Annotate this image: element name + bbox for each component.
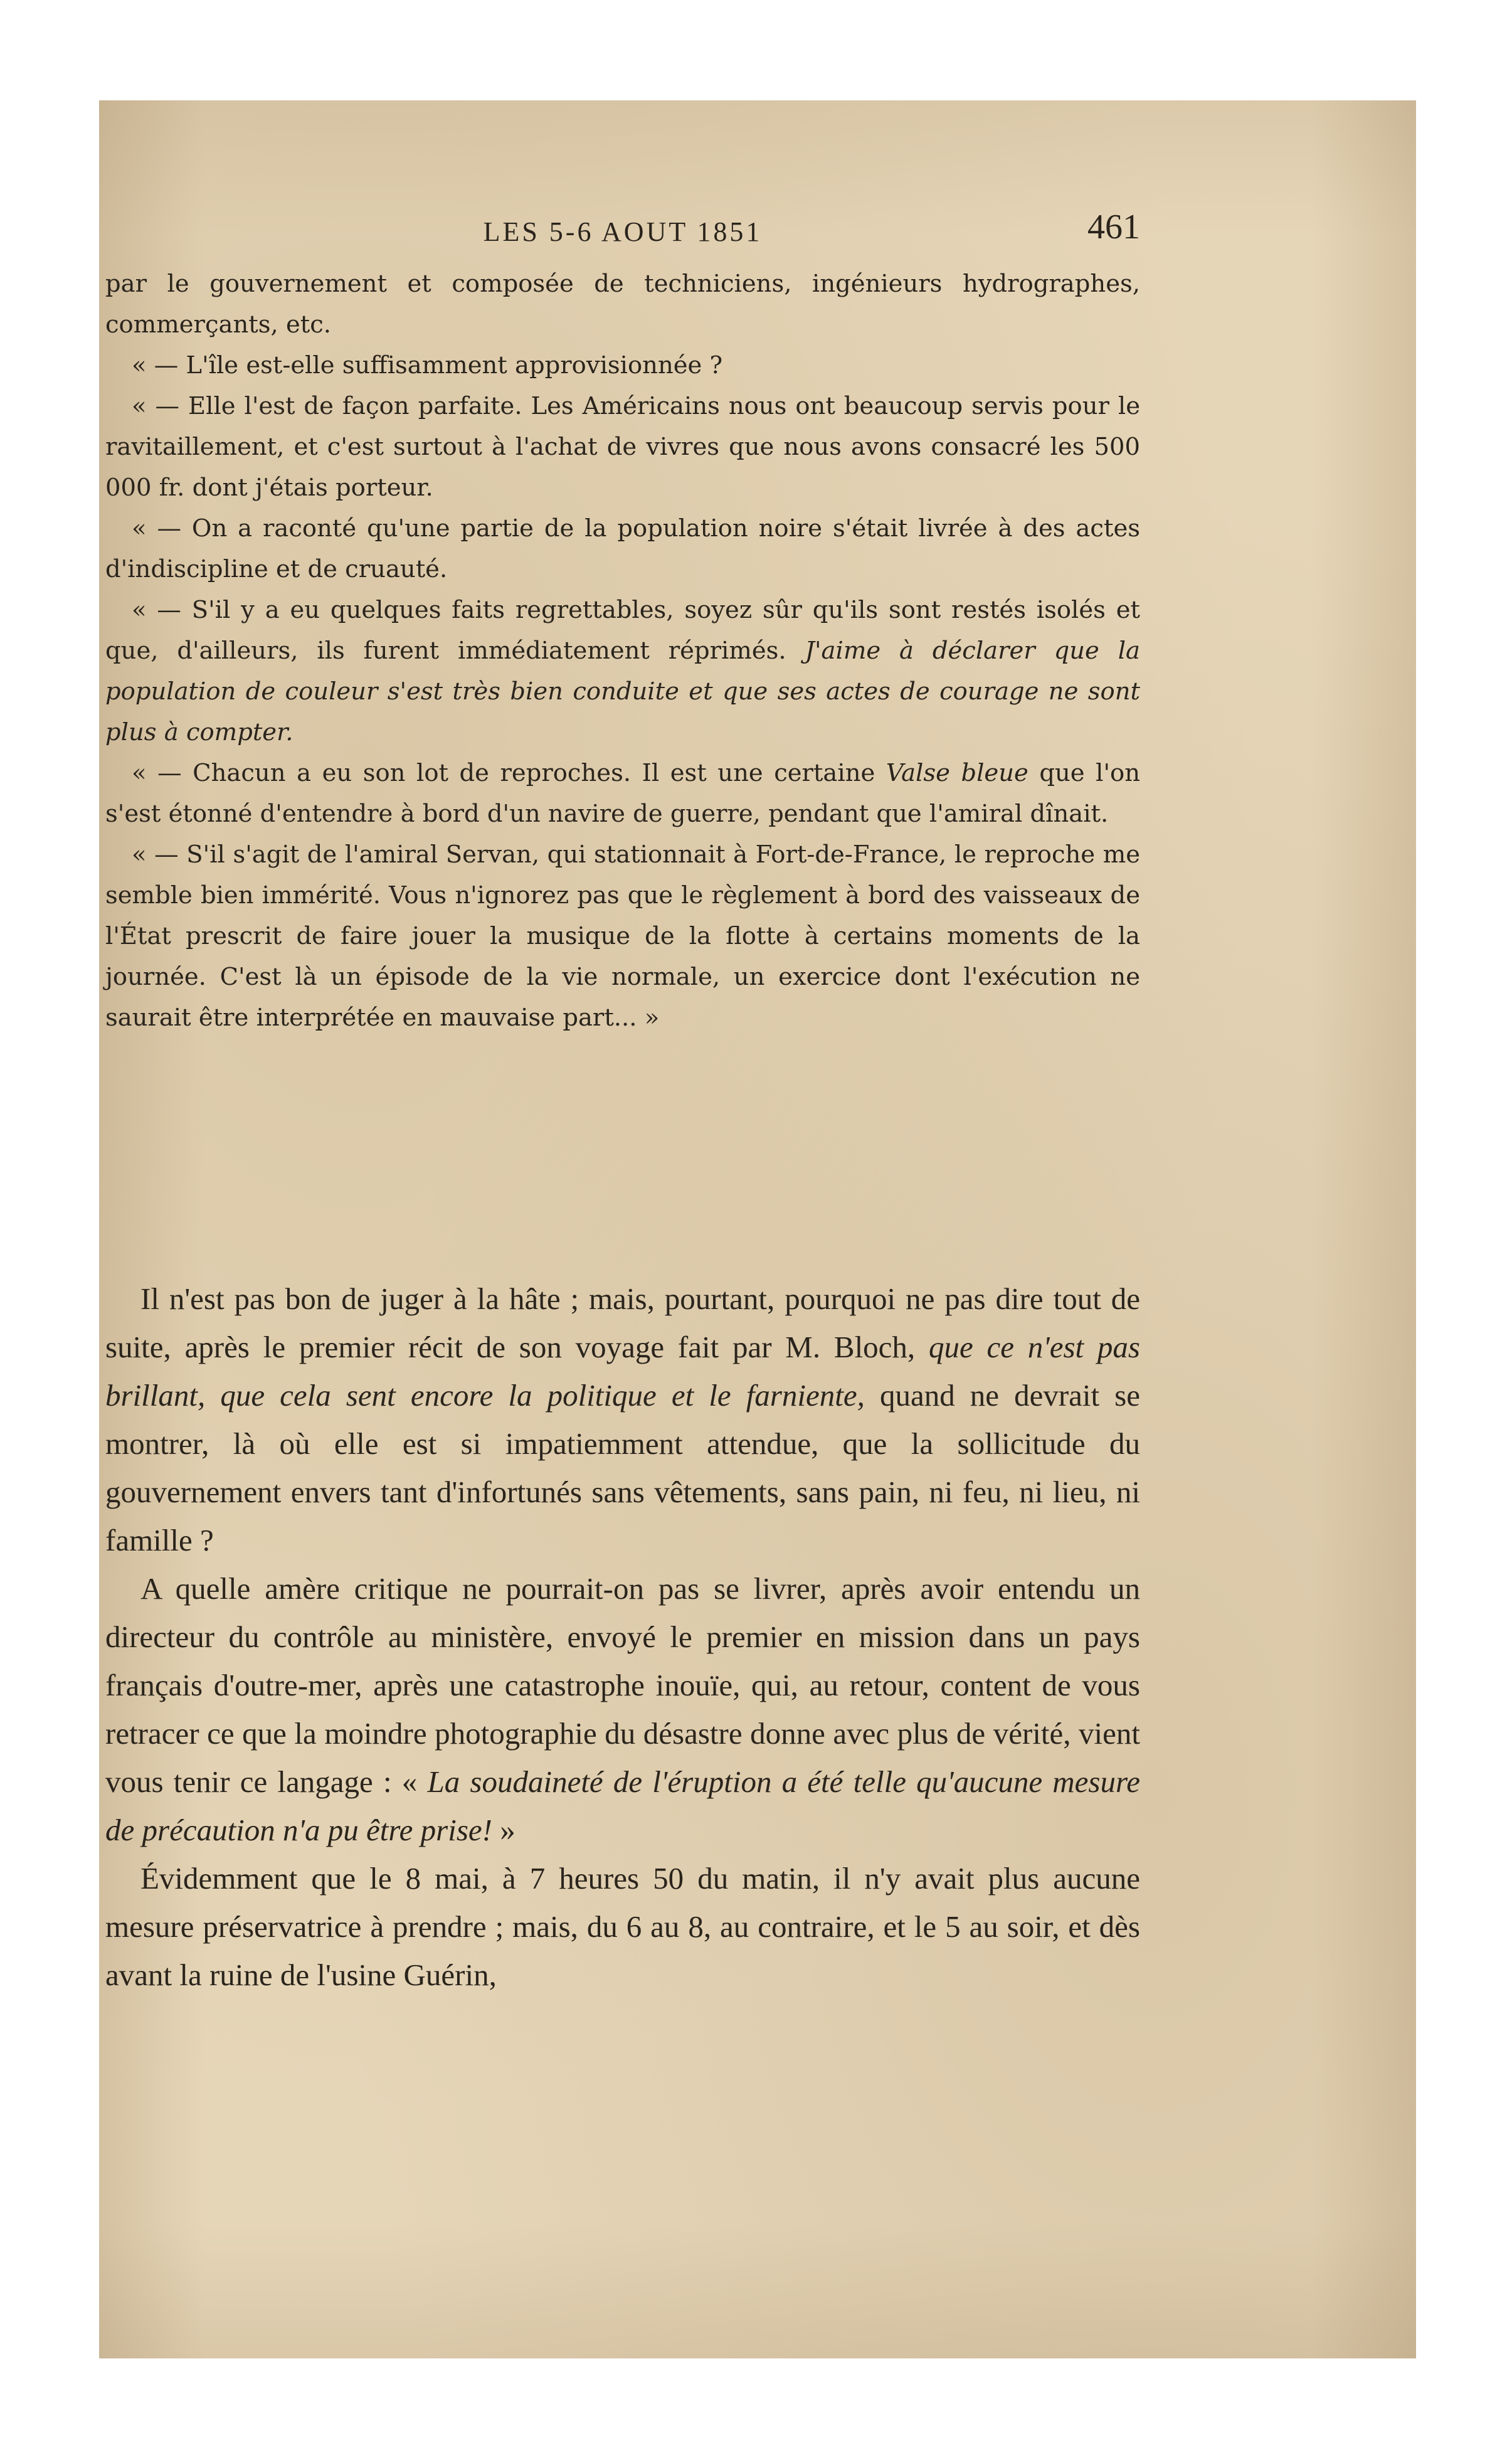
interview-quote-block [105,263,1140,1038]
running-title: LES 5-6 AOUT 1851 [483,216,763,247]
body-text: quand ne devrait se montrer, là où elle est si impatiemment attendue, que la sollicitude du gouvernement envers tant d'infortunés sans vêtements, sans pain, ni feu, ni lieu, ni famille ? [105,1378,1141,1557]
quote-paragraph: « — Elle l'est de façon parfaite. Les Américains nous ont beaucoup servis pour le ravitaillement, et c'est surtout à l'achat de vivres que nous avons consacré les 500 000 fr. dont j'étais porteur. [105,392,1140,502]
body-paragraph [105,1275,1140,1564]
body-italic-text: La soudaineté de l'éruption a été telle qu'aucune mesure de précaution n'a pu être prise! [105,1764,1140,1847]
body-paragraph [105,1564,1140,1854]
quote-paragraph: « — On a raconté qu'une partie de la population noire s'était livrée à des actes d'indiscipline et de cruauté. [105,514,1140,583]
quote-paragraph: « — S'il s'agit de l'amiral Servan, qui stationnait à Fort-de-France, le reproche me semble bien immérité. Vous n'ignorez pas que le règlement à bord des vaisseaux de l'État prescrit de faire jouer la musique de la flotte à certains moments de la journée. C'est là un épisode de la vie normale, un exercice dont l'exécution ne saurait être interprétée en mauvaise part... » [105,841,1140,1032]
body-text: Il n'est pas bon de juger à la hâte ; mais, pourtant, pourquoi ne pas dire tout de suite, après le premier récit de son voyage fait par M. Bloch, [105,1281,1140,1364]
main-text-block [105,1275,1140,1999]
quote-text: « — Chacun a eu son lot de reproches. Il est une certaine [132,759,886,787]
page-number: 461 [1087,208,1140,247]
quote-italic-text: J'aime à déclarer que la population de couleur s'est très bien conduite et que ses actes de courage ne sont plus à compter. [105,637,1140,746]
body-paragraph: Évidemment que le 8 mai, à 7 heures 50 du matin, il n'y avait plus aucune mesure préservatrice à prendre ; mais, du 6 au 8, au contraire, et le 5 au soir, et dès avant la ruine de l'usine Guérin, [105,1861,1140,1992]
body-text: A quelle amère critique ne pourrait-on pas se livrer, après avoir entendu un directeur du contrôle au ministère, envoyé le premier en mission dans un pays français d'outre-mer, après une catastrophe inouïe, qui, au retour, content de vous retracer ce que la moindre photographie du désastre donne avec plus de vérité, vient vous tenir ce langage : « [105,1571,1140,1799]
quote-paragraph [105,753,1140,834]
quote-text: que l'on s'est étonné d'entendre à bord d'un navire de guerre, pendant que l'amiral dînait. [105,759,1141,828]
page-header [105,207,1140,257]
body-text: » [492,1813,515,1847]
body-italic-text: que ce n'est pas brillant, que cela sent encore la politique et le farniente, [105,1330,1141,1413]
quote-paragraph [105,590,1140,753]
quote-italic-text: Valse bleue [886,759,1028,787]
quote-paragraph: par le gouvernement et composée de techniciens, ingénieurs hydrographes, commerçants, etc. [105,270,1140,339]
quote-text: « — S'il y a eu quelques faits regrettables, soyez sûr qu'ils sont restés isolés et que, d'ailleurs, ils furent immédiatement réprimés. [105,596,1140,665]
quote-paragraph: « — L'île est-elle suffisamment approvisionnée ? [132,351,723,379]
